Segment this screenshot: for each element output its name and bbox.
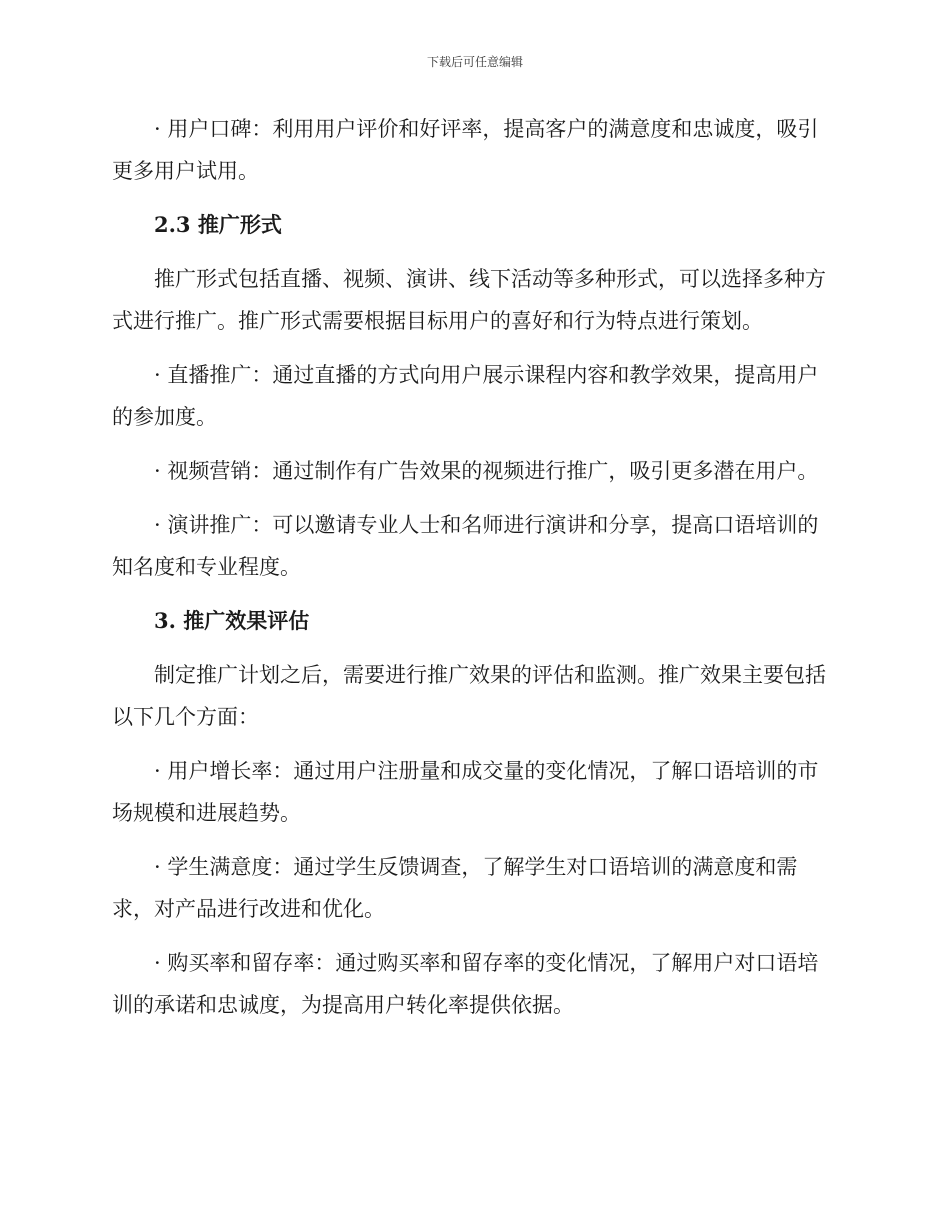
- paragraph-user-growth: · 用户增长率：通过用户注册量和成交量的变化情况，了解口语培训的市场规模和进展趋势。: [112, 759, 819, 825]
- paragraph-evaluation-intro: 制定推广计划之后，需要进行推广效果的评估和监测。推广效果主要包括以下几个方面：: [112, 663, 826, 729]
- page-header: 下载后可任意编辑: [426, 55, 523, 69]
- paragraph-promotion-forms: 推广形式包括直播、视频、演讲、线下活动等多种形式，可以选择多种方式进行推广。推广形式需要根据目标用户的喜好和行为特点进行策划。: [112, 267, 826, 333]
- paragraph-user-reputation: · 用户口碑：利用用户评价和好评率，提高客户的满意度和忠诚度，吸引更多用户试用。: [112, 117, 819, 183]
- paragraph-live-promotion: · 直播推广：通过直播的方式向用户展示课程内容和教学效果，提高用户的参加度。: [112, 363, 819, 429]
- paragraph-student-satisfaction: · 学生满意度：通过学生反馈调查，了解学生对口语培训的满意度和需求，对产品进行改进和优化。: [112, 855, 798, 921]
- paragraph-video-marketing: · 视频营销：通过制作有广告效果的视频进行推广，吸引更多潜在用户。: [154, 459, 819, 483]
- section-heading-promotion-forms: 2.3 推广形式: [154, 212, 282, 237]
- section-heading-effect-evaluation: 3. 推广效果评估: [154, 608, 310, 633]
- paragraph-speech-promotion: · 演讲推广：可以邀请专业人士和名师进行演讲和分享，提高口语培训的知名度和专业程度。: [112, 513, 819, 579]
- paragraph-purchase-retention: · 购买率和留存率：通过购买率和留存率的变化情况，了解用户对口语培训的承诺和忠诚度，为提高用户转化率提供依据。: [112, 951, 819, 1017]
- document-body: [112, 108, 832, 1026]
